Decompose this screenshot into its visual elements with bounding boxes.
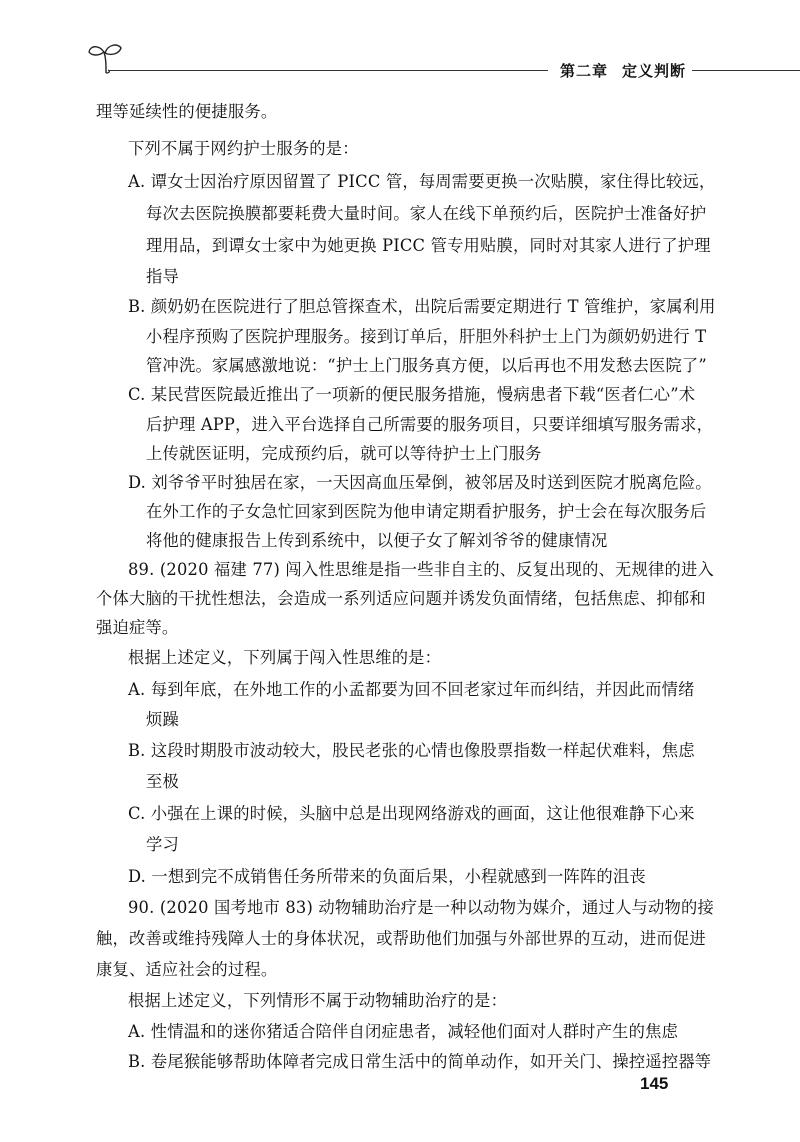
option-b: B. 颜奶奶在医院进行了胆总管探查术，出院后需要定期进行 T 管维护，家属利用 bbox=[128, 297, 716, 316]
option-c: C. 某民营医院最近推出了一项新的便民服务措施，慢病患者下载“医者仁心”术 bbox=[128, 385, 696, 404]
option-d: D. 刘爷爷平时独居在家，一天因高血压晕倒，被邻居及时送到医院才脱离危险。 bbox=[128, 473, 712, 492]
page-number: 145 bbox=[640, 1074, 669, 1093]
running-header bbox=[0, 0, 800, 90]
chapter-number: 第二章 bbox=[560, 62, 609, 80]
option-b-cont: 至极 bbox=[146, 772, 179, 791]
option-a: A. 每到年底，在外地工作的小孟都要为回不回老家过年而纠结，并因此而情绪 bbox=[128, 680, 695, 699]
option-a-cont: 烦躁 bbox=[146, 710, 179, 729]
question-prompt: 根据上述定义，下列情形不属于动物辅助治疗的是： bbox=[128, 991, 508, 1010]
option-c-cont: 后护理 APP，进入平台选择自己所需要的服务项目，只要详细填写服务需求， bbox=[146, 415, 714, 434]
option-a: A. 性情温和的迷你猪适合陪伴自闭症患者，减轻他们面对人群时产生的焦虑 bbox=[128, 1022, 679, 1041]
question-90: 90. (2020 国考地市 83) 动物辅助治疗是一种以动物为媒介，通过人与动物的接 bbox=[128, 898, 714, 917]
option-b-cont: 小程序预购了医院护理服务。接到订单后，肝胆外科护士上门为颜奶奶进行 T bbox=[146, 327, 707, 346]
option-a-cont: 指导 bbox=[146, 267, 179, 286]
option-b: B. 卷尾猴能够帮助体障者完成日常生活中的简单动作，如开关门、操控遥控器等 bbox=[128, 1052, 712, 1071]
option-a: A. 谭女士因治疗原因留置了 PICC 管，每周需要更换一次贴膜，家住得比较远， bbox=[128, 172, 716, 191]
option-c-cont: 上传就医证明，完成预约后，就可以等待护士上门服务 bbox=[146, 444, 542, 463]
option-d-cont: 将他的健康报告上传到系统中，以便子女了解刘爷爷的健康情况 bbox=[146, 531, 608, 550]
option-a-cont: 每次去医院换膜都要耗费大量时间。家人在线下单预约后，医院护士准备好护 bbox=[146, 204, 707, 223]
option-c-cont: 学习 bbox=[146, 835, 179, 854]
header-rule-left bbox=[108, 70, 548, 71]
option-d-cont: 在外工作的子女急忙回家到医院为他申请定期看护服务，护士会在每次服务后 bbox=[146, 502, 707, 521]
question-prompt: 下列不属于网约护士服务的是： bbox=[128, 139, 359, 158]
question-90-cont: 触，改善或维持残障人士的身体状况，或帮助他们加强与外部世界的互动，进而促进 bbox=[96, 929, 706, 948]
question-89: 89. (2020 福建 77) 闯入性思维是指一些非自主的、反复出现的、无规律的进入 bbox=[128, 560, 714, 579]
sprout-icon bbox=[86, 40, 126, 74]
section-title: 定义判断 bbox=[622, 62, 687, 80]
chapter-title bbox=[560, 60, 686, 81]
question-90-cont: 康复、适应社会的过程。 bbox=[96, 960, 278, 979]
header-rule-right bbox=[692, 70, 800, 71]
text-line: 理等延续性的便捷服务。 bbox=[96, 102, 278, 121]
option-d: D. 一想到完不成销售任务所带来的负面后果，小程就感到一阵阵的沮丧 bbox=[128, 867, 646, 886]
option-c: C. 小强在上课的时候，头脑中总是出现网络游戏的画面，这让他很难静下心来 bbox=[128, 804, 695, 823]
question-89-cont: 强迫症等。 bbox=[96, 618, 179, 637]
option-b-cont: 管冲洗。家属感激地说：“护士上门服务真方便，以后再也不用发愁去医院了” bbox=[146, 356, 707, 375]
option-b: B. 这段时期股市波动较大，股民老张的心情也像股票指数一样起伏难料，焦虑 bbox=[128, 741, 695, 760]
question-prompt: 根据上述定义，下列属于闯入性思维的是： bbox=[128, 648, 442, 667]
option-a-cont: 理用品，到谭女士家中为她更换 PICC 管专用贴膜，同时对其家人进行了护理 bbox=[146, 236, 711, 255]
question-89-cont: 个体大脑的干扰性想法，会造成一系列适应问题并诱发负面情绪，包括焦虑、抑郁和 bbox=[96, 589, 706, 608]
